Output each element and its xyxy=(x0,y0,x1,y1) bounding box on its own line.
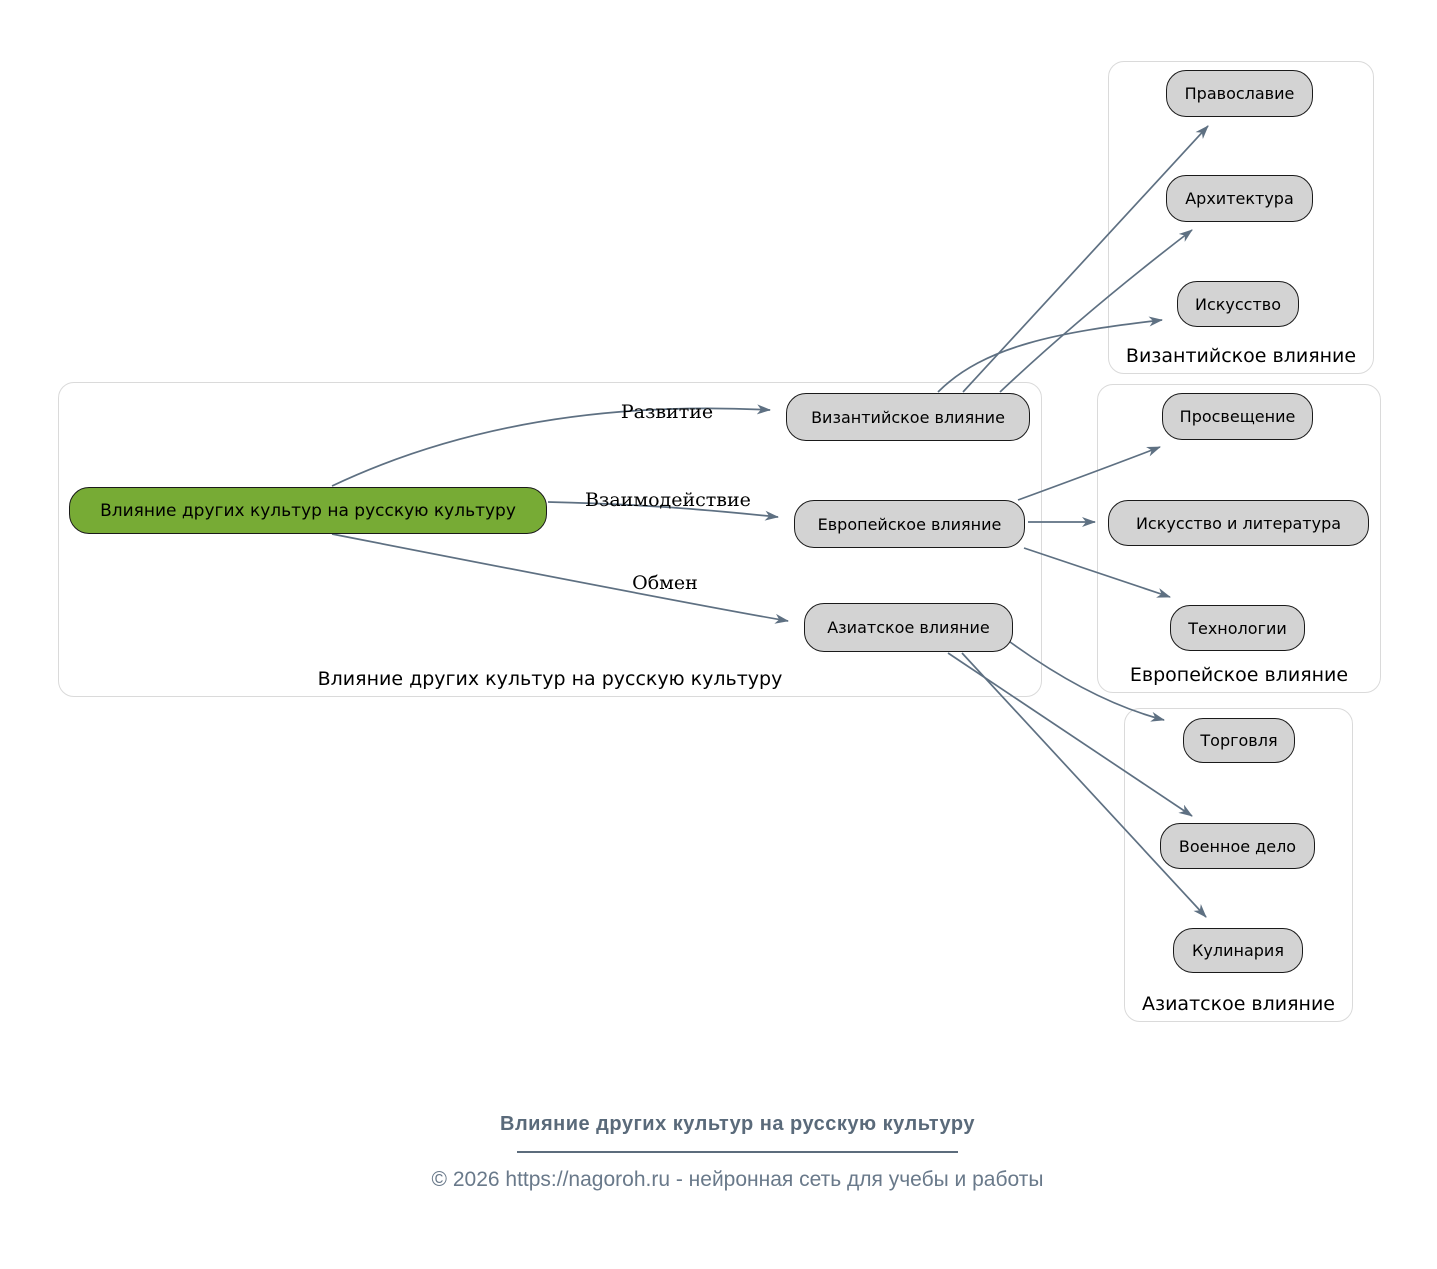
footer-copyright: © 2026 https://nagoroh.ru - нейронная сеть для учебы и работы xyxy=(431,1167,1044,1191)
node-military-affairs: Военное дело xyxy=(1160,823,1315,869)
node-technologies: Технологии xyxy=(1170,605,1305,651)
node-root: Влияние других культур на русскую культуру xyxy=(69,487,547,534)
edge-label-interaction: Взаимодействие xyxy=(585,489,751,511)
edge-label-exchange: Обмен xyxy=(632,572,698,594)
footer-separator-line xyxy=(517,1151,958,1153)
edge-label-development: Развитие xyxy=(620,401,714,423)
cluster-european-label: Европейское влияние xyxy=(1129,664,1349,686)
node-enlightenment: Просвещение xyxy=(1162,393,1313,440)
footer xyxy=(38,1113,1437,1192)
node-architecture: Архитектура xyxy=(1166,175,1313,222)
cluster-asian-label: Азиатское влияние xyxy=(1141,993,1335,1015)
footer-title: Влияние других культур на русскую культуру xyxy=(500,1113,975,1135)
node-byzantine-influence: Византийское влияние xyxy=(786,393,1030,441)
node-art-literature: Искусство и литература xyxy=(1108,500,1369,546)
node-art: Искусство xyxy=(1177,281,1299,327)
node-cuisine: Кулинария xyxy=(1173,928,1303,973)
node-european-influence: Европейское влияние xyxy=(794,500,1025,548)
node-asian-influence: Азиатское влияние xyxy=(804,603,1013,652)
node-orthodoxy: Православие xyxy=(1166,70,1313,117)
cluster-byzantine-label: Византийское влияние xyxy=(1125,345,1357,367)
cluster-main-label: Влияние других культур на русскую культуру xyxy=(317,668,783,690)
node-trade: Торговля xyxy=(1183,718,1295,763)
